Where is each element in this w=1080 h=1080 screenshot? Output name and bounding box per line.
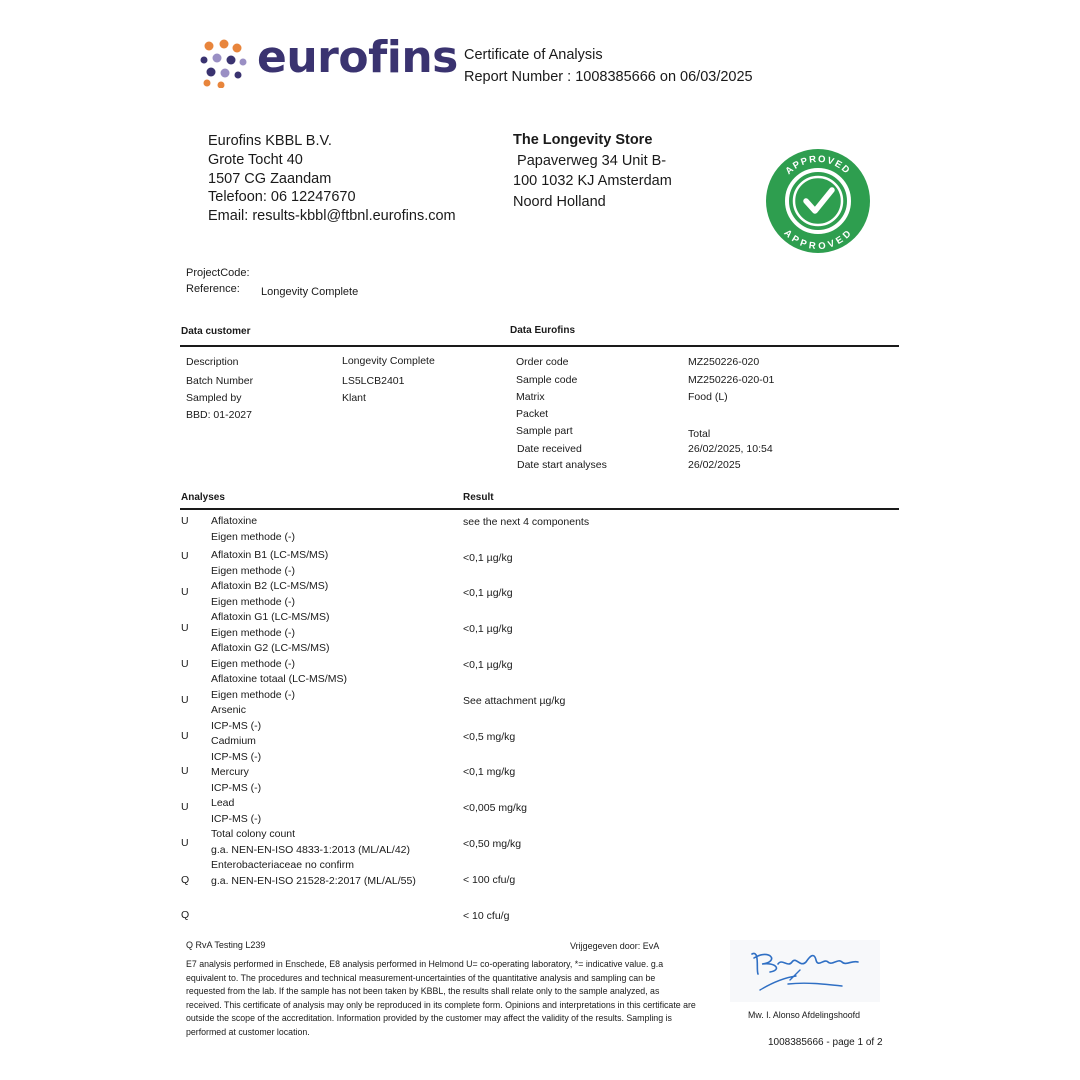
analysis-line: Eigen methode (-) bbox=[211, 626, 296, 639]
customer-field-value: LS5LCB2401 bbox=[342, 375, 405, 387]
analysis-code: U bbox=[181, 837, 189, 849]
analysis-result: <0,5 mg/kg bbox=[463, 731, 516, 743]
eurofins-field-value: Total bbox=[688, 428, 711, 440]
eurofins-field-value: MZ250226-020-01 bbox=[688, 374, 775, 386]
eurofins-field-label: Order code bbox=[516, 356, 569, 368]
analysis-line: Mercury bbox=[211, 766, 249, 778]
analysis-result: see the next 4 components bbox=[463, 516, 590, 528]
accreditation-note: Q RvA Testing L239 bbox=[186, 940, 266, 950]
analysis-line: ICP-MS (-) bbox=[211, 812, 262, 825]
analysis-code: U bbox=[181, 730, 189, 742]
eurofins-field-value: 26/02/2025 bbox=[688, 459, 741, 471]
lab-street: Grote Tocht 40 bbox=[208, 151, 303, 168]
analysis-code: Q bbox=[181, 874, 190, 886]
signature-image bbox=[730, 940, 880, 1002]
analysis-code: Q bbox=[181, 909, 190, 921]
lab-city: 1507 CG Zaandam bbox=[208, 170, 332, 187]
customer-field-label: Sampled by bbox=[186, 392, 242, 404]
reference-label: Reference: bbox=[186, 283, 240, 295]
eurofins-field-label: Sample part bbox=[516, 425, 573, 437]
analysis-line: ICP-MS (-) bbox=[211, 750, 262, 763]
analysis-line: Aflatoxin G2 (LC-MS/MS) bbox=[211, 642, 330, 654]
eurofins-field-label: Packet bbox=[516, 408, 549, 420]
lab-name: Eurofins KBBL B.V. bbox=[208, 133, 332, 149]
analysis-line: ICP-MS (-) bbox=[211, 719, 262, 732]
analysis-line: Eigen methode (-) bbox=[211, 688, 296, 701]
lab-email: Email: results-kbbl@ftbnl.eurofins.com bbox=[208, 208, 456, 225]
analysis-result: <0,1 µg/kg bbox=[463, 623, 513, 635]
eurofins-field-label: Sample code bbox=[516, 374, 578, 386]
customer-field-label: Batch Number bbox=[186, 375, 254, 387]
disclaimer-text: E7 analysis performed in Enschede, E8 analysis performed in Helmond U= co-operating laboratory, *= indicative value. g.a equivalent to. The procedures and technical measurement-uncertainties of the quantitative analysis and sampling can be requested from the lab. If the sample has not been taken by KBBL, the results shall relate only to the sample analyzed, as received. This certificate of analysis may only be reproduced in its complete form. Opinions and interpretations in this certificate are outside the scope of the accreditation. Information provided by the customer may affect the validity of the results. Sampling is performed at customer location. bbox=[186, 959, 696, 1037]
analysis-line: Eigen methode (-) bbox=[211, 564, 296, 577]
analysis-result: <0,1 µg/kg bbox=[463, 552, 513, 564]
analysis-code: U bbox=[181, 801, 189, 813]
eurofins-field-value: Food (L) bbox=[688, 391, 728, 403]
customer-field-label: BBD: 01-2027 bbox=[186, 409, 252, 421]
reference-value: Longevity Complete bbox=[261, 286, 359, 298]
seal-top-text: APPROVED bbox=[783, 153, 853, 178]
analysis-result: <0,1 µg/kg bbox=[463, 659, 513, 671]
customer-postcode: 100 1032 KJ Amsterdam bbox=[513, 173, 672, 189]
analysis-code: U bbox=[181, 586, 189, 598]
analysis-line: ICP-MS (-) bbox=[211, 781, 262, 794]
analysis-line: Eigen methode (-) bbox=[211, 657, 296, 670]
released-by: Vrijgegeven door: EvA bbox=[570, 941, 660, 951]
analysis-code: U bbox=[181, 515, 189, 527]
customer-field-label: Description bbox=[186, 356, 239, 368]
analyses-divider bbox=[180, 508, 899, 510]
analysis-result: < 10 cfu/g bbox=[463, 910, 510, 922]
analysis-result: < 100 cfu/g bbox=[463, 874, 516, 886]
eurofins-logo-icon bbox=[199, 38, 249, 88]
data-eurofins-heading: Data Eurofins bbox=[510, 325, 576, 336]
analysis-line: Lead bbox=[211, 797, 235, 809]
analysis-line: Arsenic bbox=[211, 704, 247, 716]
customer-region: Noord Holland bbox=[513, 193, 606, 210]
lab-address bbox=[208, 132, 456, 226]
page-number: 1008385666 - page 1 of 2 bbox=[768, 1037, 883, 1048]
customer-street: Papaverweg 34 Unit B- bbox=[513, 152, 667, 169]
project-code-label: ProjectCode: bbox=[186, 267, 250, 279]
lab-phone: Telefoon: 06 12247670 bbox=[208, 189, 356, 206]
analysis-line: Aflatoxine totaal (LC-MS/MS) bbox=[211, 673, 347, 685]
eurofins-field-label: Date received bbox=[517, 443, 582, 455]
analysis-result: <0,1 mg/kg bbox=[463, 766, 516, 778]
analysis-line: Enterobacteriaceae no confirm bbox=[211, 859, 354, 871]
analysis-code: U bbox=[181, 765, 189, 777]
analysis-code: U bbox=[181, 550, 189, 562]
report-number: Report Number : 1008385666 on 06/03/2025 bbox=[464, 69, 753, 85]
analysis-code: U bbox=[181, 694, 189, 706]
analysis-line: Eigen methode (-) bbox=[211, 595, 296, 608]
analysis-line: Eigen methode (-) bbox=[211, 530, 296, 543]
result-heading: Result bbox=[463, 492, 494, 503]
analysis-result: <0,005 mg/kg bbox=[463, 802, 527, 814]
analysis-line: Cadmium bbox=[211, 735, 256, 747]
certificate-title: Certificate of Analysis bbox=[464, 47, 603, 63]
brand-wordmark: eurofins bbox=[257, 32, 458, 83]
analyses-list bbox=[211, 514, 416, 889]
analysis-line: Aflatoxine bbox=[211, 515, 258, 527]
eurofins-field-label: Date start analyses bbox=[517, 459, 607, 471]
customer-address bbox=[513, 130, 672, 212]
analyses-heading: Analyses bbox=[181, 492, 225, 503]
signer-name: Mw. I. Alonso Afdelingshoofd bbox=[748, 1010, 860, 1020]
analysis-code: U bbox=[181, 658, 189, 670]
analysis-line: Total colony count bbox=[211, 828, 296, 840]
customer-field-value: Longevity Complete bbox=[342, 355, 435, 367]
analysis-line: g.a. NEN-EN-ISO 21528-2:2017 (ML/AL/55) bbox=[211, 874, 416, 887]
data-customer-heading: Data customer bbox=[181, 326, 251, 337]
analysis-line: g.a. NEN-EN-ISO 4833-1:2013 (ML/AL/42) bbox=[211, 843, 411, 856]
section-divider bbox=[180, 345, 899, 347]
eurofins-field-value: MZ250226-020 bbox=[688, 356, 760, 368]
customer-name: The Longevity Store bbox=[513, 132, 653, 148]
seal-bottom-text: APPROVED bbox=[781, 227, 855, 253]
analysis-line: Aflatoxin G1 (LC-MS/MS) bbox=[211, 611, 330, 623]
analysis-result: <0,50 mg/kg bbox=[463, 838, 522, 850]
analysis-result: See attachment µg/kg bbox=[463, 695, 566, 707]
analysis-line: Aflatoxin B1 (LC-MS/MS) bbox=[211, 549, 329, 561]
analysis-line: Aflatoxin B2 (LC-MS/MS) bbox=[211, 580, 329, 592]
eurofins-field-label: Matrix bbox=[516, 391, 545, 403]
approved-seal-icon bbox=[757, 140, 879, 262]
customer-field-value: Klant bbox=[342, 392, 366, 404]
analysis-code: U bbox=[181, 622, 189, 634]
analysis-result: <0,1 µg/kg bbox=[463, 587, 513, 599]
eurofins-field-value: 26/02/2025, 10:54 bbox=[688, 443, 773, 455]
